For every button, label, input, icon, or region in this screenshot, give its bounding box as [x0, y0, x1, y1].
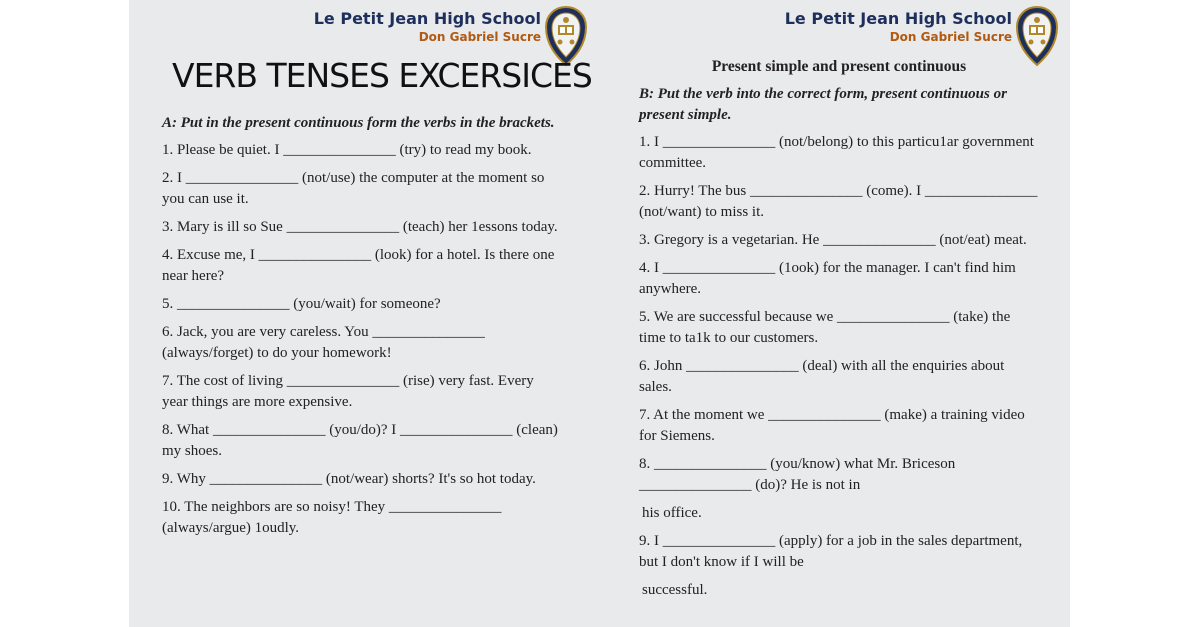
exercise-a-item-6: 6. Jack, you are very careless. You _______________ (always/forget) to do your homework!: [162, 324, 485, 361]
exercise-b-item-9: 9. I _______________ (apply) for a job in the sales department, but I don't know if I will be: [639, 533, 1023, 570]
exercise-b-item-5: 5. We are successful because we _______________ (take) the time to ta1k to our customers.: [639, 309, 1011, 346]
exercise-b-item-4: 4. I _______________ (1ook) for the manager. I can't find him anywhere.: [639, 260, 1016, 297]
exercise-a-item-3: 3. Mary is ill so Sue _______________ (teach) her 1essons today.: [162, 219, 558, 235]
exercise-b-item-2: 2. Hurry! The bus _______________ (come). I _______________ (not/want) to miss it.: [639, 183, 1038, 220]
left-page: [129, 0, 599, 627]
exercise-a-item-5: 5. _______________ (you/wait) for someone?: [162, 296, 441, 312]
exercise-a-heading: A: Put in the present continuous form the verbs in the brackets.: [162, 115, 555, 131]
exercise-b-item-8: 8. _______________ (you/know) what Mr. Briceson _______________ (do)? He is not in: [639, 456, 956, 493]
exercise-a: [162, 113, 562, 546]
teacher-name: Don Gabriel Sucre: [889, 30, 1012, 44]
exercise-b-heading: B: Put the verb into the correct form, present continuous or present simple.: [639, 86, 1007, 123]
exercise-b-item-1: 1. I _______________ (not/belong) to this particu1ar government committee.: [639, 134, 1034, 171]
exercise-b-item-7: 7. At the moment we _______________ (make) a training video for Siemens.: [639, 407, 1025, 444]
exercise-a-item-4: 4. Excuse me, I _______________ (look) for a hotel. Is there one near here?: [162, 247, 555, 284]
exercise-a-item-2: 2. I _______________ (not/use) the computer at the moment so you can use it.: [162, 170, 545, 207]
worksheet-title: VERB TENSES EXCERSICES: [172, 56, 592, 95]
exercise-b-item-9-continued: successful.: [642, 582, 708, 598]
teacher-name: Don Gabriel Sucre: [418, 30, 541, 44]
exercise-a-item-9: 9. Why _______________ (not/wear) shorts? It's so hot today.: [162, 471, 536, 487]
exercise-b-title: Present simple and present continuous: [711, 58, 967, 75]
exercise-b: [639, 56, 1039, 608]
school-name: Le Petit Jean High School: [313, 9, 541, 28]
worksheet: [129, 0, 1070, 627]
exercise-b-item-6: 6. John _______________ (deal) with all the enquiries about sales.: [639, 358, 1005, 395]
exercise-a-item-8: 8. What _______________ (you/do)? I _______________ (clean) my shoes.: [162, 422, 558, 459]
right-page: [599, 0, 1070, 627]
exercise-a-item-10: 10. The neighbors are so noisy! They _______________ (always/argue) 1oudly.: [162, 499, 502, 536]
school-name: Le Petit Jean High School: [784, 9, 1012, 28]
exercise-a-item-1: 1. Please be quiet. I _______________ (try) to read my book.: [162, 142, 532, 158]
exercise-b-item-3: 3. Gregory is a vegetarian. He _______________ (not/eat) meat.: [639, 232, 1027, 248]
exercise-b-item-8-continued: his office.: [642, 505, 702, 521]
school-header: [785, 9, 1012, 45]
school-header: [314, 9, 541, 45]
exercise-a-item-7: 7. The cost of living _______________ (rise) very fast. Every year things are more expensive.: [162, 373, 534, 410]
